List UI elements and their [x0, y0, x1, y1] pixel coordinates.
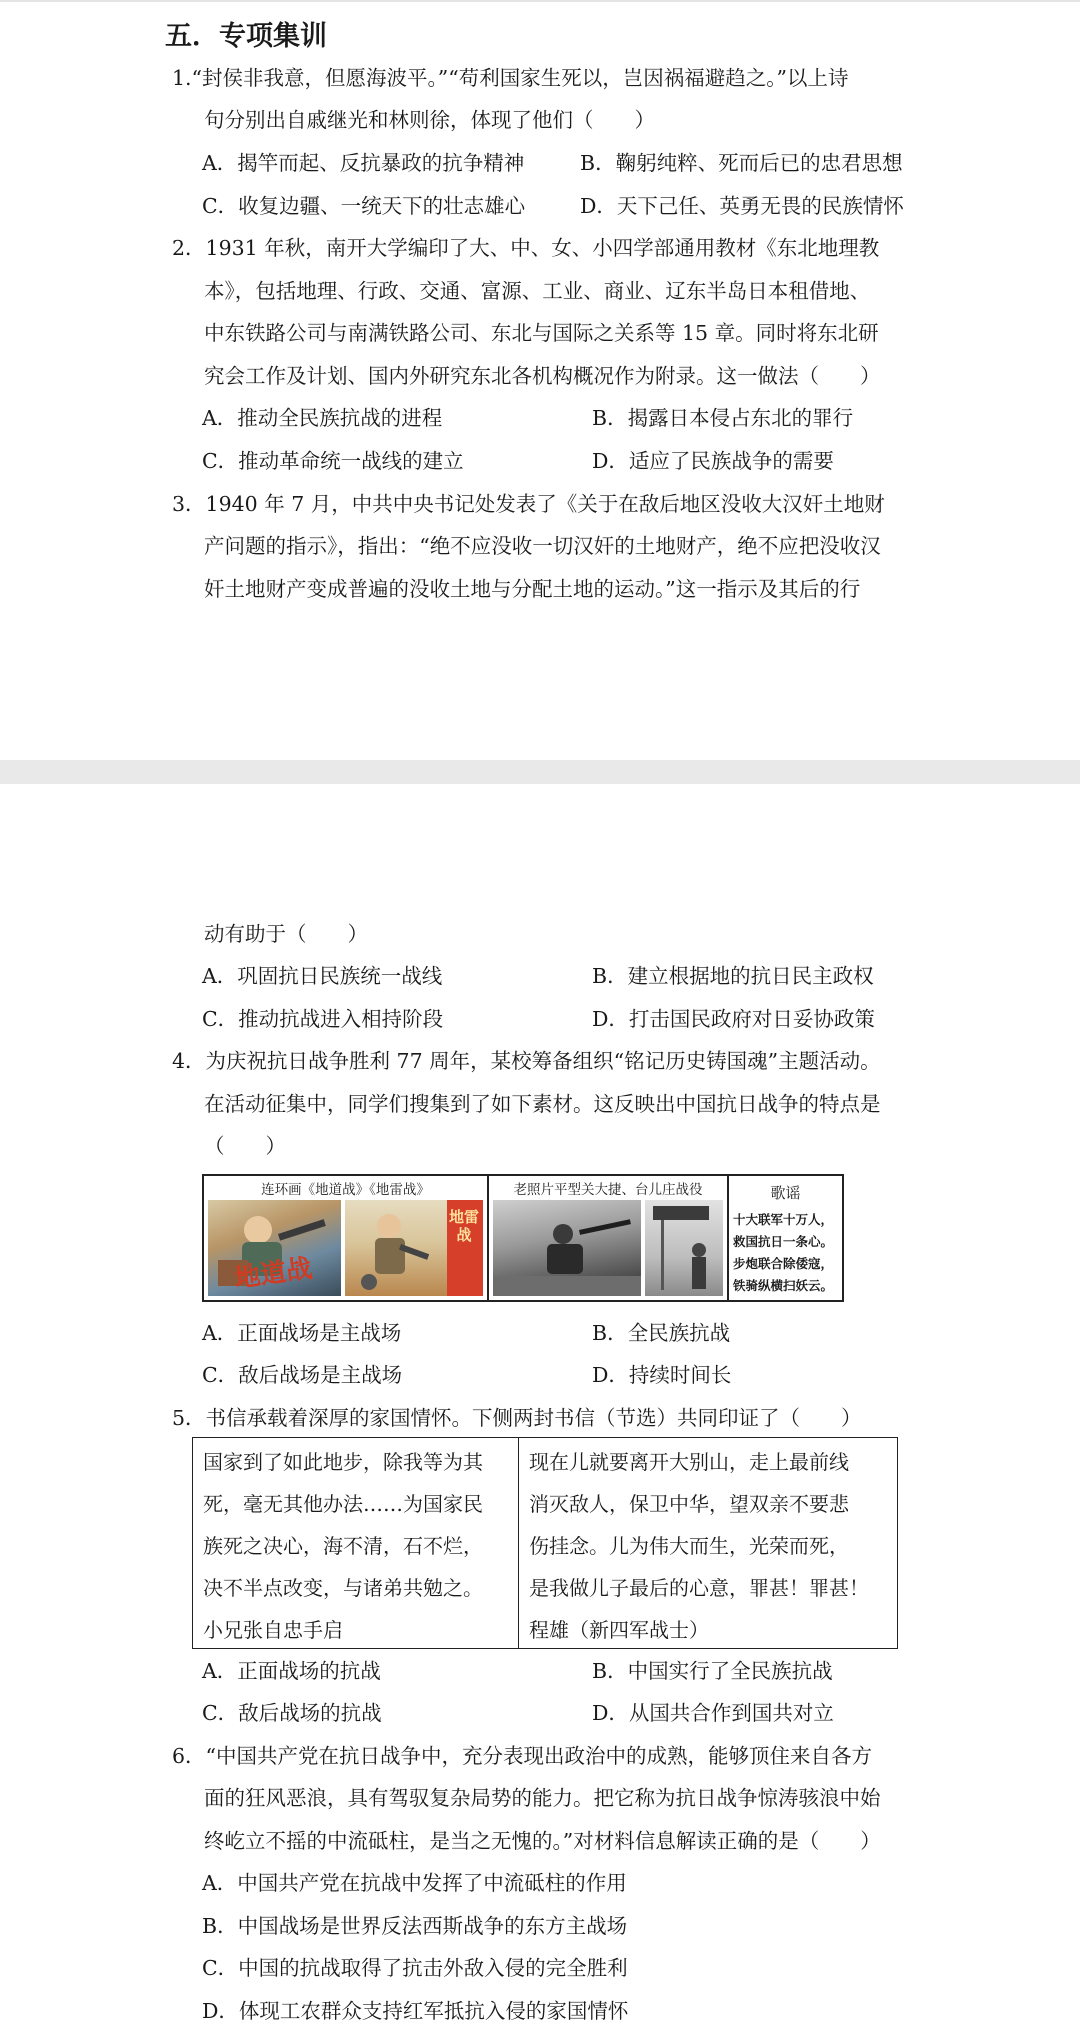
- question-6-option-c: C．中国的抗战取得了抗击外敌入侵的完全胜利: [202, 1956, 628, 1980]
- comic-caption: 连环画《地道战》《地雷战》: [261, 1182, 430, 1198]
- question-2-line-1: 2．1931 年秋，南开大学编印了大、中、女、小四学部通用教材《东北地理教: [172, 236, 880, 260]
- mine-war-poster-image: [345, 1200, 483, 1296]
- tunnel-war-poster-title: 地道战: [232, 1253, 315, 1295]
- question-2-line-4: 究会工作及计划、国内外研究东北各机构概况作为附录。这一做法（ ）: [204, 364, 881, 388]
- question-1-option-b: B．鞠躬纯粹、死而后已的忠君思想: [580, 151, 903, 175]
- question-3-option-a: A．巩固抗日民族统一战线: [202, 964, 443, 988]
- ballad-title: 歌谣: [770, 1184, 801, 1202]
- letter-right-line-4: 是我做儿子最后的心意，罪甚！罪甚！: [529, 1576, 869, 1600]
- question-5-option-b: B．中国实行了全民族抗战: [592, 1659, 833, 1683]
- letter-left-line-2: 死，毫无其他办法……为国家民: [203, 1492, 483, 1516]
- question-6-line-1: 6．“中国共产党在抗日战争中，充分表现出政治中的成熟，能够顶住来自各方: [172, 1744, 873, 1768]
- question-2-line-2: 本》，包括地理、行政、交通、富源、工业、商业、辽东半岛日本租借地、: [204, 279, 871, 303]
- letter-left-line-1: 国家到了如此地步，除我等为其: [203, 1450, 483, 1474]
- question-6-option-b: B．中国战场是世界反法西斯战争的东方主战场: [202, 1914, 628, 1938]
- letter-left-signature: 小兄张自忠手启: [203, 1618, 343, 1642]
- question-3-line-4: 动有助于（ ）: [204, 922, 368, 946]
- question-4-option-a: A．正面战场是主战场: [202, 1321, 402, 1345]
- letter-right-line-1: 现在儿就要离开大别山，走上最前线: [529, 1450, 849, 1474]
- letter-right-line-2: 消灭敌人，保卫中华，望双亲不要悲: [529, 1492, 849, 1516]
- ballad-panel: [729, 1176, 842, 1300]
- letter-right-signature: 程雄（新四军战士）: [529, 1618, 709, 1642]
- comic-panel: [204, 1176, 489, 1300]
- document-page-2: [0, 784, 1080, 2037]
- question-1-line-1: 1.“封侯非我意，但愿海波平。”“苟利国家生死以，岂因祸福避趋之。”以上诗: [172, 66, 849, 90]
- question-3-option-c: C．推动抗战进入相持阶段: [202, 1007, 444, 1031]
- photo-caption: 老照片平型关大捷、台儿庄战役: [513, 1182, 703, 1198]
- question-6-line-3: 终屹立不摇的中流砥柱，是当之无愧的。”对材料信息解读正确的是（ ）: [204, 1829, 881, 1853]
- question-3-option-b: B．建立根据地的抗日民主政权: [592, 964, 874, 988]
- tunnel-war-poster-image: [208, 1200, 341, 1296]
- question-4-option-d: D．持续时间长: [592, 1363, 732, 1387]
- question-3-option-d: D．打击国民政府对日妥协政策: [592, 1007, 875, 1031]
- question-2-option-d: D．适应了民族战争的需要: [592, 449, 834, 473]
- ballad-line-2: 救国抗日一条心。: [733, 1234, 834, 1249]
- letter-left-line-3: 族死之决心，海不清，石不烂，: [203, 1534, 483, 1558]
- question-5-option-d: D．从国共合作到国共对立: [592, 1701, 834, 1725]
- question-2-line-3: 中东铁路公司与南满铁路公司、东北与国际之关系等 15 章。同时将东北研: [204, 321, 879, 345]
- question-1-option-c: C．收复边疆、一统天下的壮志雄心: [202, 194, 526, 218]
- question-1-line-2: 句分别出自戚继光和林则徐，体现了他们（ ）: [204, 108, 655, 132]
- question-5-line-1: 5．书信承载着深厚的家国情怀。下侧两封书信（节选）共同印证了（ ）: [172, 1406, 862, 1430]
- letter-zhang-zizhong: [193, 1438, 519, 1648]
- question-3-line-2: 产问题的指示》，指出：“绝不应没收一切汉奸的土地财产，绝不应把没收汉: [204, 534, 881, 558]
- question-2-option-a: A．推动全民族抗战的进程: [202, 406, 443, 430]
- question-4-option-c: C．敌后战场是主战场: [202, 1363, 403, 1387]
- question-5-option-a: A．正面战场的抗战: [202, 1659, 381, 1683]
- material-figure: [202, 1174, 844, 1302]
- letters-table: [192, 1437, 898, 1649]
- question-4-option-b: B．全民族抗战: [592, 1321, 731, 1345]
- document-page-1: [0, 0, 1080, 760]
- pingxingguan-photo: [493, 1200, 641, 1296]
- taierzhuang-photo: [645, 1200, 723, 1296]
- question-3-line-3: 奸土地财产变成普遍的没收土地与分配土地的运动。”这一指示及其后的行: [204, 577, 861, 601]
- question-2-option-c: C．推动革命统一战线的建立: [202, 449, 464, 473]
- question-6-option-a: A．中国共产党在抗战中发挥了中流砥柱的作用: [202, 1871, 627, 1895]
- question-4-line-2: 在活动征集中，同学们搜集到了如下素材。这反映出中国抗日战争的特点是: [204, 1092, 881, 1116]
- ballad-line-1: 十大联军十万人，: [733, 1212, 834, 1227]
- section-title: 五．专项集训: [165, 21, 327, 52]
- page-gap: [0, 760, 1080, 784]
- letter-right-line-3: 伤挂念。儿为伟大而生，光荣而死，: [529, 1534, 849, 1558]
- question-1-option-d: D．天下己任、英勇无畏的民族情怀: [580, 194, 904, 218]
- question-3-line-1: 3．1940 年 7 月，中共中央书记处发表了《关于在敌后地区没收大汉奸土地财: [172, 492, 885, 516]
- question-1-option-a: A．揭竿而起、反抗暴政的抗争精神: [202, 151, 525, 175]
- letter-left-line-4: 决不半点改变，与诸弟共勉之。: [203, 1576, 483, 1600]
- question-5-option-c: C．敌后战场的抗战: [202, 1701, 382, 1725]
- mine-war-poster-title: 地雷战: [448, 1208, 479, 1244]
- question-4-line-3: （ ）: [204, 1134, 286, 1158]
- question-2-option-b: B．揭露日本侵占东北的罪行: [592, 406, 854, 430]
- ballad-line-3: 步炮联合除倭寇，: [733, 1256, 834, 1271]
- question-6-option-d: D．体现工农群众支持红军抵抗入侵的家国情怀: [202, 1999, 629, 2023]
- ballad-line-4: 铁骑纵横扫妖云。: [733, 1278, 834, 1293]
- letter-cheng-xiong: [519, 1438, 897, 1648]
- question-4-line-1: 4．为庆祝抗日战争胜利 77 周年，某校筹备组织“铭记历史铸国魂”主题活动。: [172, 1049, 881, 1073]
- photo-panel: [489, 1176, 729, 1300]
- question-6-line-2: 面的狂风恶浪，具有驾驭复杂局势的能力。把它称为抗日战争惊涛骇浪中始: [204, 1786, 881, 1810]
